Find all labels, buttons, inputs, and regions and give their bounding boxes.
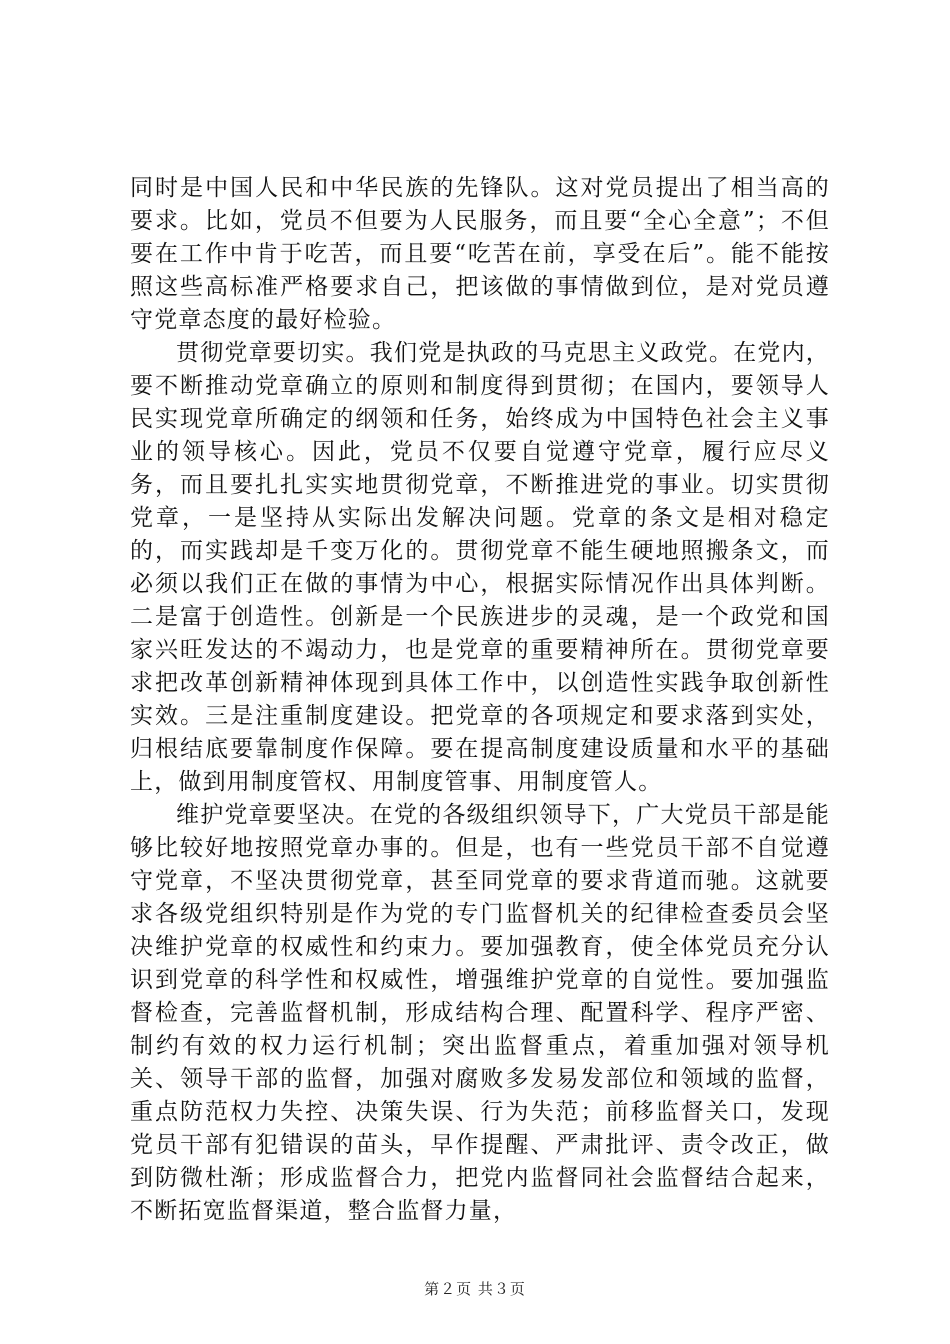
document-body bbox=[130, 172, 830, 1228]
paragraph-implement-charter: 贯彻党章要切实。我们党是执政的马克思主义政党。在党内，要不断推动党章确立的原则和制度得到贯彻；在国内，要领导人民实现党章所确定的纲领和任务，始终成为中国特色社会主义事业的领导核心。因此，党员不仅要自觉遵守党章，履行应尽义务，而且要扎扎实实地贯彻党章，不断推进党的事业。切实贯彻党章，一是坚持从实际出发解决问题。党章的条文是相对稳定的，而实践却是千变万化的。贯彻党章不能生硬地照搬条文，而必须以我们正在做的事情为中心，根据实际情况作出具体判断。二是富于创造性。创新是一个民族进步的灵魂，是一个政党和国家兴旺发达的不竭动力，也是党章的重要精神所在。贯彻党章要求把改革创新精神体现到具体工作中，以创造性实践争取创新性实效。三是注重制度建设。把党章的各项规定和要求落到实处，归根结底要靠制度作保障。要在提高制度建设质量和水平的基础上，做到用制度管权、用制度管事、用制度管人。 bbox=[130, 340, 830, 795]
page-footer: 第２页 共３页 bbox=[424, 1280, 526, 1298]
paragraph-continuation: 同时是中国人民和中华民族的先锋队。这对党员提出了相当高的要求。比如，党员不但要为人民服务，而且要“全心全意”；不但要在工作中肯于吃苦，而且要“吃苦在前，享受在后”。能不能按照这些高标准严格要求自己，把该做的事情做到位，是对党员遵守党章态度的最好检验。 bbox=[130, 175, 830, 333]
paragraph-uphold-charter: 维护党章要坚决。在党的各级组织领导下，广大党员干部是能够比较好地按照党章办事的。但是，也有一些党员干部不自觉遵守党章，不坚决贯彻党章，甚至同党章的要求背道而驰。这就要求各级党组织特别是作为党的专门监督机关的纪律检查委员会坚决维护党章的权威性和约束力。要加强教育，使全体党员充分认识到党章的科学性和权威性，增强维护党章的自觉性。要加强监督检查，完善监督机制，形成结构合理、配置科学、程序严密、制约有效的权力运行机制；突出监督重点，着重加强对领导机关、领导干部的监督，加强对腐败多发易发部位和领域的监督，重点防范权力失控、决策失误、行为失范；前移监督关口，发现党员干部有犯错误的苗头，早作提醒、严肃批评、责令改正，做到防微杜渐；形成监督合力，把党内监督同社会监督结合起来，不断拓宽监督渠道，整合监督力量， bbox=[130, 802, 830, 1224]
